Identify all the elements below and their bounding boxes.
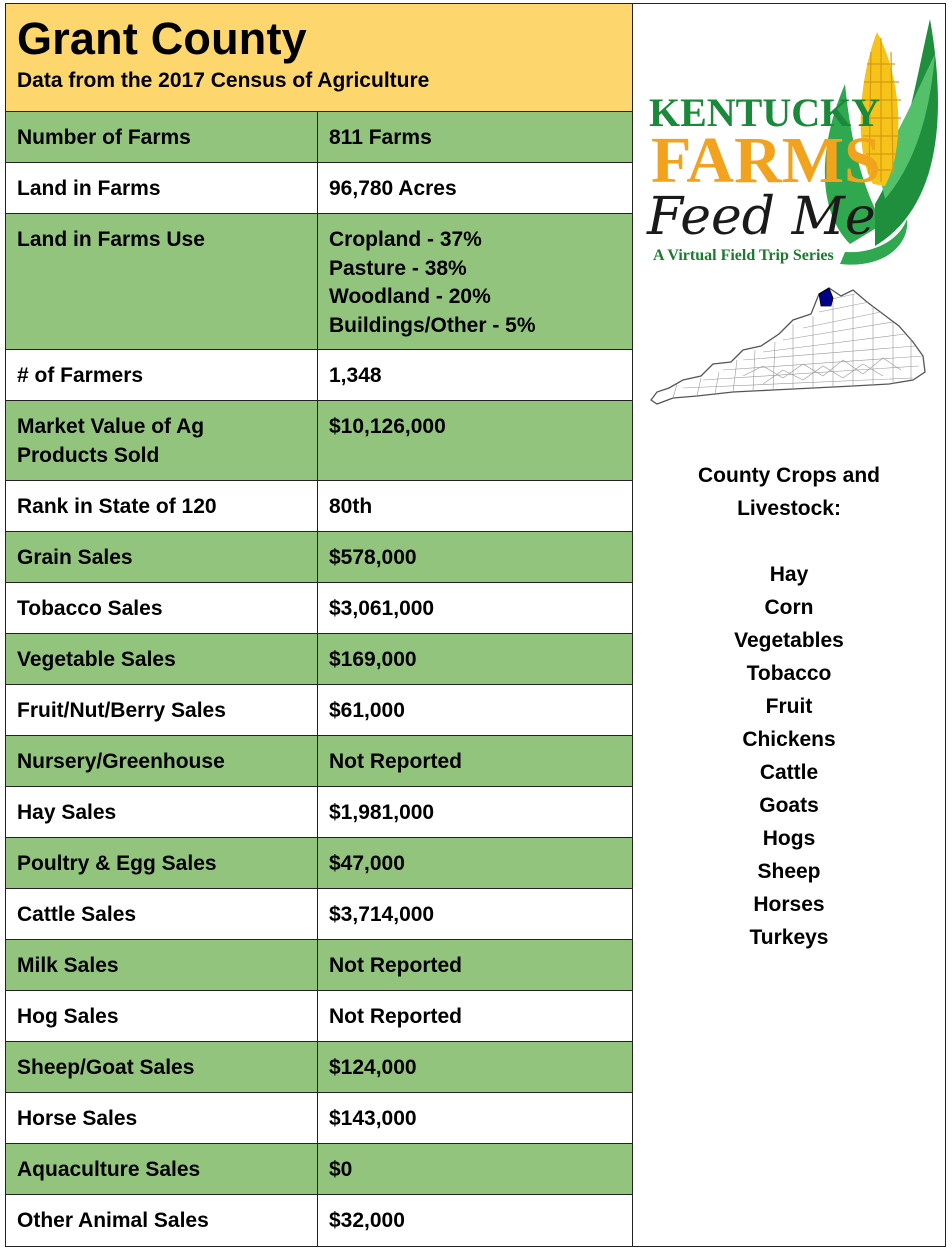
row-label: Other Animal Sales: [6, 1195, 318, 1246]
logo-kentucky-text: KENTUCKY: [649, 90, 881, 135]
logo-farms-text: FARMS: [651, 124, 881, 197]
row-label: Hay Sales: [6, 787, 318, 837]
table-row: [6, 481, 632, 532]
stats-table: [6, 112, 632, 1246]
row-label: [6, 401, 318, 480]
row-value: $0: [329, 1158, 353, 1181]
row-value: Not Reported: [329, 750, 462, 773]
crop-item: Cattle: [759, 761, 819, 784]
stats-column: [6, 4, 633, 1246]
state-outline: [651, 288, 925, 404]
row-value-line: Cropland - 37%: [329, 228, 482, 251]
crop-item: Horses: [753, 893, 825, 916]
row-value: $169,000: [329, 648, 417, 671]
row-value-line: Woodland - 20%: [329, 285, 491, 308]
row-value: $578,000: [329, 546, 417, 569]
crop-item: Hogs: [762, 827, 816, 850]
row-label: Poultry & Egg Sales: [6, 838, 318, 888]
row-value: 80th: [329, 495, 373, 518]
row-label: Vegetable Sales: [6, 634, 318, 684]
crop-item: Fruit: [765, 695, 813, 718]
row-value: 96,780 Acres: [329, 177, 457, 200]
row-value: $143,000: [329, 1107, 417, 1130]
table-row: [6, 634, 632, 685]
row-value: $32,000: [329, 1209, 405, 1232]
table-row: [6, 583, 632, 634]
table-row: [6, 838, 632, 889]
crop-item: Corn: [764, 596, 814, 619]
table-row: [6, 401, 632, 481]
row-label: Sheep/Goat Sales: [6, 1042, 318, 1092]
table-row: [6, 532, 632, 583]
row-value: Not Reported: [329, 1005, 462, 1028]
table-row: [6, 214, 632, 350]
row-label: # of Farmers: [6, 350, 318, 400]
row-label: Nursery/Greenhouse: [6, 736, 318, 786]
row-value: 811 Farms: [329, 126, 432, 149]
row-label: Tobacco Sales: [6, 583, 318, 633]
row-label-line: Products Sold: [17, 443, 160, 467]
crops-heading-line: County Crops and: [698, 464, 880, 487]
row-label-line: Market Value of Ag: [17, 415, 205, 438]
crop-item: Turkeys: [749, 926, 829, 949]
table-row: [6, 1144, 632, 1195]
row-value: [318, 214, 632, 349]
logo-tagline: A Virtual Field Trip Series: [653, 247, 834, 264]
page-subtitle: Data from the 2017 Census of Agriculture: [17, 69, 430, 92]
table-row: [6, 350, 632, 401]
crop-item: Goats: [759, 794, 819, 817]
row-label: Rank in State of 120: [6, 481, 318, 531]
table-row: [6, 787, 632, 838]
table-row: [6, 940, 632, 991]
table-row: [6, 1195, 632, 1246]
table-row: [6, 736, 632, 787]
county-crops-section: [633, 459, 945, 954]
row-value: $3,061,000: [329, 597, 435, 620]
crop-item: Hay: [769, 563, 809, 586]
row-value: $10,126,000: [329, 415, 446, 438]
row-label: Land in Farms: [6, 163, 318, 213]
crops-list: [633, 558, 945, 954]
table-row: [6, 1042, 632, 1093]
crop-item: Chickens: [742, 728, 836, 751]
header-block: [6, 4, 632, 112]
row-label: Aquaculture Sales: [6, 1144, 318, 1194]
row-label: Hog Sales: [6, 991, 318, 1041]
row-value-line: Buildings/Other - 5%: [329, 313, 536, 337]
row-label: Land in Farms Use: [6, 214, 318, 349]
table-row: [6, 685, 632, 736]
logo-feedme-text: Feed Me: [647, 187, 876, 247]
table-row: [6, 1093, 632, 1144]
kentucky-farms-feed-me-logo: [645, 14, 945, 272]
row-value: $47,000: [329, 852, 405, 875]
crops-heading: [633, 459, 945, 525]
row-label: Number of Farms: [6, 112, 318, 162]
row-value: $3,714,000: [329, 903, 435, 926]
row-label: Grain Sales: [6, 532, 318, 582]
page-title: Grant County: [17, 13, 307, 64]
row-label: Cattle Sales: [6, 889, 318, 939]
row-value: Not Reported: [329, 954, 462, 977]
table-row: [6, 889, 632, 940]
table-row: [6, 991, 632, 1042]
county-fact-sheet: [5, 3, 946, 1247]
sidebar: [633, 4, 945, 1246]
crop-item: Sheep: [757, 860, 821, 883]
row-label: Fruit/Nut/Berry Sales: [6, 685, 318, 735]
kentucky-county-map: [643, 280, 929, 410]
row-value: $1,981,000: [329, 801, 435, 824]
table-row: [6, 163, 632, 214]
row-value: $124,000: [329, 1056, 417, 1079]
table-row: [6, 112, 632, 163]
row-label: Horse Sales: [6, 1093, 318, 1143]
crop-item: Vegetables: [734, 629, 844, 652]
row-value: $61,000: [329, 699, 405, 722]
crop-item: Tobacco: [746, 662, 832, 685]
crops-heading-line: Livestock:: [737, 497, 841, 520]
row-value-line: Pasture - 38%: [329, 256, 467, 280]
row-value: 1,348: [329, 364, 382, 387]
row-label: Milk Sales: [6, 940, 318, 990]
